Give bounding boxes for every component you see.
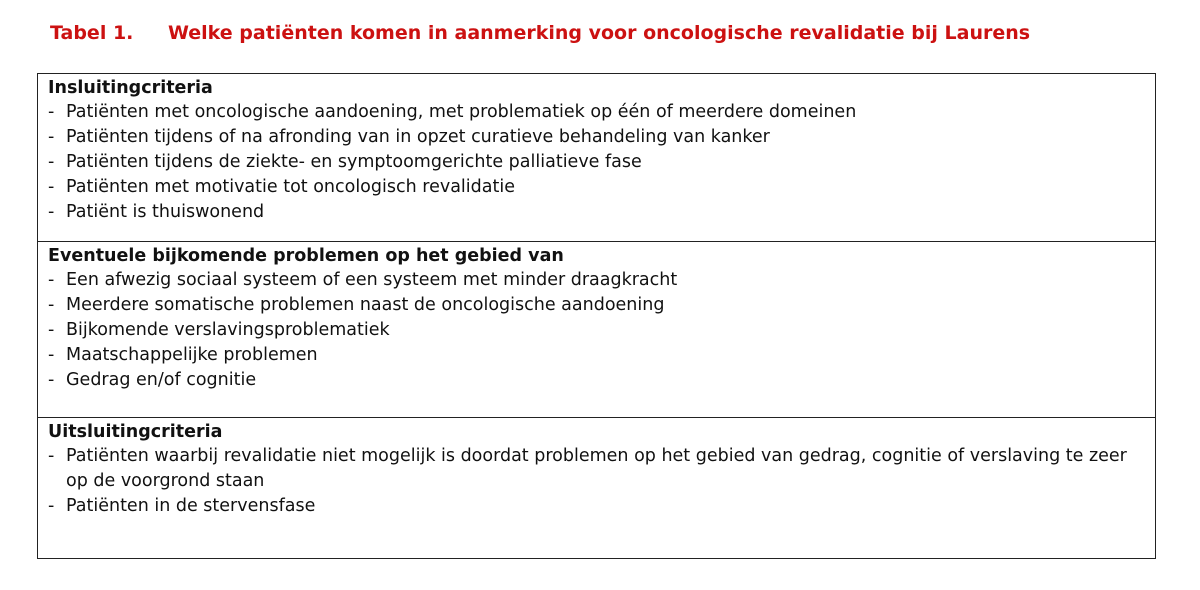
list-item: - Bijkomende verslavingsproblematiek	[48, 318, 1145, 343]
list-item: - Patiënten in de stervensfase	[48, 494, 1145, 519]
list-item: - Patiënten met motivatie tot oncologisch revalidatie	[48, 175, 1145, 200]
list-item: - Patiënten met oncologische aandoening, met problematiek op één of meerdere domeinen	[48, 100, 1145, 125]
dash-bullet: -	[48, 152, 55, 172]
list-item: - Meerdere somatische problemen naast de oncologische aandoening	[48, 293, 1145, 318]
dash-bullet: -	[48, 127, 55, 147]
list-item: - Patiënt is thuiswonend	[48, 200, 1145, 225]
list-item: - Maatschappelijke problemen	[48, 343, 1145, 368]
table-title: Welke patiënten komen in aanmerking voor oncologische revalidatie bij Laurens	[168, 22, 1031, 44]
section-title: Uitsluitingcriteria	[48, 422, 223, 442]
dash-bullet: -	[48, 496, 55, 516]
list-item: - Patiënten waarbij revalidatie niet mogelijk is doordat problemen op het gebied van gedrag, cognitie of verslaving te zeer op de voorgrond staan	[48, 444, 1145, 494]
dash-bullet: -	[48, 370, 55, 390]
section-inclusion-criteria	[38, 74, 1155, 242]
dash-bullet: -	[48, 320, 55, 340]
list-item: - Patiënten tijdens de ziekte- en symptoomgerichte palliatieve fase	[48, 150, 1145, 175]
section-additional-problems	[38, 242, 1155, 418]
dash-bullet: -	[48, 202, 55, 222]
dash-bullet: -	[48, 446, 55, 466]
dash-bullet: -	[48, 270, 55, 290]
table-number: Tabel 1.	[50, 22, 134, 44]
dash-bullet: -	[48, 177, 55, 197]
dash-bullet: -	[48, 102, 55, 122]
criteria-table	[37, 73, 1156, 559]
section-title: Insluitingcriteria	[48, 78, 213, 98]
section-title: Eventuele bijkomende problemen op het gebied van	[48, 246, 564, 266]
dash-bullet: -	[48, 295, 55, 315]
list-item: - Gedrag en/of cognitie	[48, 368, 1145, 393]
list-item: - Een afwezig sociaal systeem of een systeem met minder draagkracht	[48, 268, 1145, 293]
dash-bullet: -	[48, 345, 55, 365]
table-caption	[50, 22, 1030, 44]
section-exclusion-criteria	[38, 418, 1155, 558]
list-item: - Patiënten tijdens of na afronding van in opzet curatieve behandeling van kanker	[48, 125, 1145, 150]
